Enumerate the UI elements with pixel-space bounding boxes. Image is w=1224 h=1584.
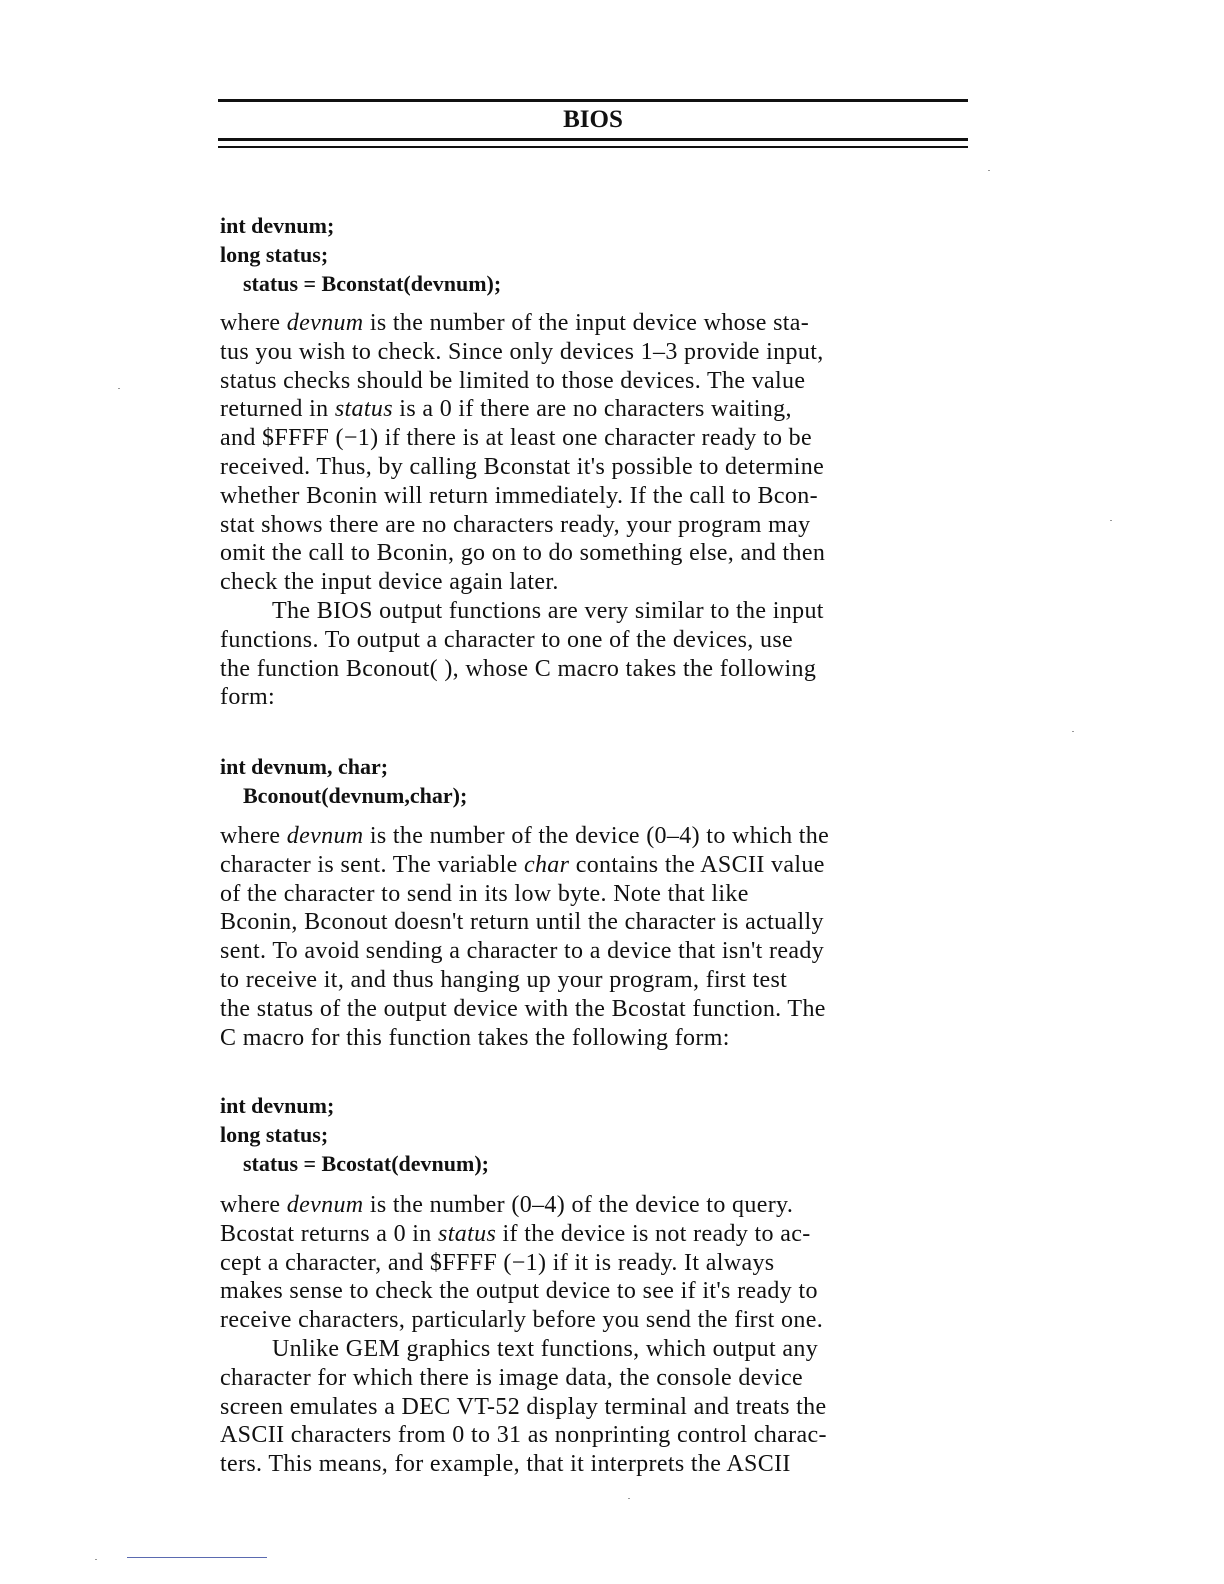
code-sample-bconstat — [220, 211, 501, 298]
code-sample-bcostat — [220, 1091, 489, 1178]
text-line: Bcostat returns a 0 in status if the device is not ready to ac- — [220, 1220, 811, 1247]
text-line: omit the call to Bconin, go on to do something else, and then — [220, 540, 826, 567]
text-line: check the input device again later. — [220, 569, 559, 596]
italic-term: devnum — [286, 823, 364, 849]
text-line: character for which there is image data, the console device — [220, 1364, 804, 1391]
text-line: where devnum is the number of the device (0–4) to which the — [220, 823, 830, 849]
running-header-title: BIOS — [563, 106, 623, 133]
code-line: Bconout(devnum,char); — [243, 783, 468, 808]
text-line: character is sent. The variable char contains the ASCII value — [220, 851, 825, 878]
text-line: the status of the output device with the Bcostat function. The — [220, 995, 826, 1022]
text-line: stat shows there are no characters ready, your program may — [220, 511, 811, 538]
italic-term: devnum — [286, 1192, 364, 1218]
code-line: long status; — [220, 242, 329, 267]
code-line: status = Bcostat(devnum); — [243, 1151, 489, 1176]
scan-speck — [95, 1559, 97, 1560]
text-line: form: — [220, 684, 276, 711]
text-line: to receive it, and thus hanging up your program, first test — [220, 966, 788, 993]
text-line: C macro for this function takes the following form: — [220, 1024, 730, 1051]
text-line: the function Bconout( ), whose C macro takes the following — [220, 655, 817, 682]
text-line: makes sense to check the output device to see if it's ready to — [220, 1278, 818, 1305]
text-line: ters. This means, for example, that it interprets the ASCII — [220, 1451, 791, 1478]
text-line: and $FFFF (−1) if there is at least one character ready to be — [220, 425, 813, 452]
italic-term: status — [334, 396, 393, 423]
text-line: received. Thus, by calling Bconstat it's possible to determine — [220, 453, 825, 480]
text-line: ASCII characters from 0 to 31 as nonprinting control charac- — [220, 1422, 827, 1449]
paragraph-bconout — [220, 822, 980, 1052]
code-line: long status; — [220, 1122, 329, 1147]
scan-speck — [1072, 731, 1074, 732]
text-line: whether Bconin will return immediately. If the call to Bcon- — [220, 482, 818, 509]
text-line: returned in status is a 0 if there are no characters waiting, — [220, 396, 792, 423]
header-top-rule — [218, 99, 968, 102]
scan-speck — [1110, 520, 1112, 521]
text-line: status checks should be limited to those devices. The value — [220, 367, 806, 394]
text-line: The BIOS output functions are very similar to the input — [272, 597, 824, 624]
italic-term: char — [523, 851, 570, 878]
text-line: Unlike GEM graphics text functions, which output any — [272, 1335, 819, 1362]
scan-speck — [988, 170, 990, 171]
header-bottom-rule-1 — [218, 138, 968, 141]
scan-speck — [118, 388, 120, 389]
scan-speck — [628, 1498, 630, 1499]
text-line: tus you wish to check. Since only devices 1–3 provide input, — [220, 338, 824, 365]
text-line: of the character to send in its low byte. Note that like — [220, 880, 749, 907]
text-line: cept a character, and $FFFF (−1) if it is ready. It always — [220, 1249, 775, 1276]
code-line: int devnum; — [220, 213, 335, 238]
text-line: where devnum is the number of the input device whose sta- — [220, 310, 810, 336]
text-line: screen emulates a DEC VT-52 display terminal and treats the — [220, 1393, 827, 1420]
code-line: status = Bconstat(devnum); — [243, 271, 502, 296]
code-line: int devnum; — [220, 1093, 335, 1118]
text-line: sent. To avoid sending a character to a device that isn't ready — [220, 938, 825, 965]
text-line: Bconin, Bconout doesn't return until the character is actually — [220, 909, 824, 936]
text-line: functions. To output a character to one of the devices, use — [220, 626, 794, 653]
footer-rule-mark — [127, 1557, 267, 1558]
code-line: int devnum, char; — [220, 754, 389, 779]
paragraph-bcostat — [220, 1191, 980, 1479]
code-sample-bconout — [220, 752, 467, 810]
text-line: receive characters, particularly before you send the first one. — [220, 1307, 824, 1334]
paragraph-bconstat — [220, 309, 980, 712]
text-line: where devnum is the number (0–4) of the device to query. — [220, 1192, 794, 1218]
italic-term: status — [438, 1220, 497, 1247]
italic-term: devnum — [286, 310, 364, 336]
header-bottom-rule-2 — [218, 146, 968, 148]
